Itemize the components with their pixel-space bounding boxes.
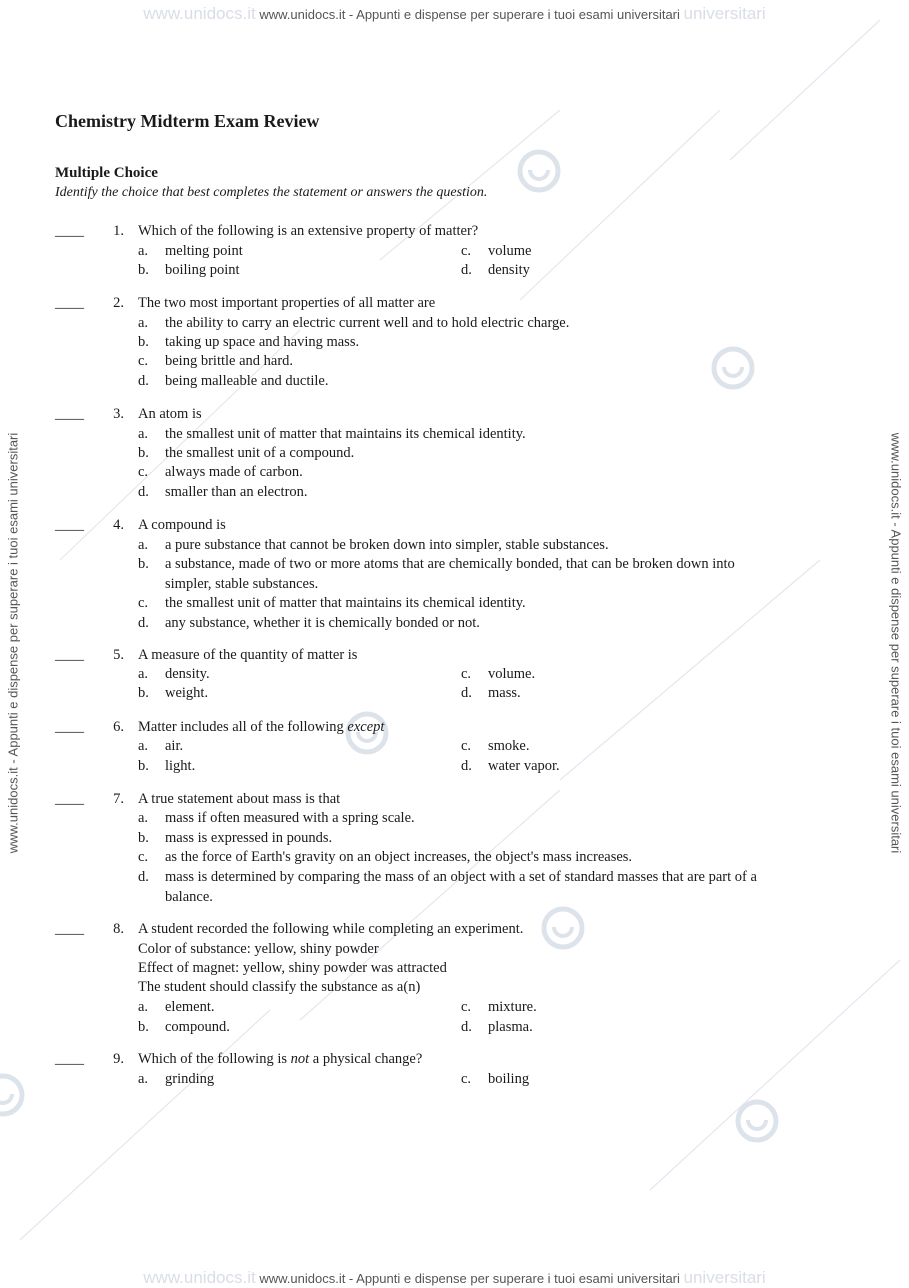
question-number: 1.	[113, 223, 124, 239]
option-text: air.	[165, 738, 184, 754]
option-letter: d.	[138, 615, 149, 631]
option-text: volume	[488, 243, 532, 259]
option-text: volume.	[488, 666, 536, 682]
option-letter: d.	[461, 758, 472, 774]
option-letter: c.	[461, 738, 472, 754]
answer-blank[interactable]: ____	[55, 1051, 84, 1067]
option-letter: b.	[138, 830, 149, 846]
option-text: always made of carbon.	[165, 464, 303, 480]
question-number: 8.	[113, 921, 124, 937]
question-text: A true statement about mass is that	[138, 791, 341, 807]
option-text: being malleable and ductile.	[165, 373, 329, 389]
option-text: density.	[165, 666, 210, 682]
option-letter: c.	[461, 1071, 472, 1087]
option-text: mass is determined by comparing the mass of an object with a set of standard masses that are part of a balance.	[165, 869, 757, 905]
option-letter: a.	[138, 315, 149, 331]
question-text: A student recorded the following while completing an experiment.	[138, 921, 524, 937]
watermark-footer-text: www.unidocs.it - Appunti e dispense per superare i tuoi esami universitari	[259, 1271, 680, 1286]
option-text: element.	[165, 999, 215, 1015]
option-letter: a.	[138, 810, 149, 826]
watermark-header-text: www.unidocs.it - Appunti e dispense per superare i tuoi esami universitari	[259, 7, 680, 22]
question-number: 9.	[113, 1051, 124, 1067]
answer-blank[interactable]: ____	[55, 719, 84, 735]
option-text: weight.	[165, 685, 209, 701]
option-letter: c.	[138, 353, 149, 369]
option-text: compound.	[165, 1019, 230, 1035]
option-letter: d.	[138, 869, 149, 885]
answer-blank[interactable]: ____	[55, 647, 84, 663]
question-text-main: Which of the following is	[138, 1051, 288, 1067]
option-text: the ability to carry an electric current well and to hold electric charge.	[165, 315, 570, 331]
option-letter: a.	[138, 1071, 149, 1087]
option-letter: c.	[461, 243, 472, 259]
option-text: density	[488, 262, 530, 278]
question-text-line: Color of substance: yellow, shiny powder	[138, 941, 379, 957]
watermark-ghost-left: www.unidocs.it	[143, 1268, 256, 1287]
answer-blank[interactable]: ____	[55, 295, 84, 311]
logo-watermark-icon	[0, 1072, 26, 1123]
question-number: 4.	[113, 517, 124, 533]
watermark-footer	[0, 1268, 909, 1288]
option-text: water vapor.	[488, 758, 560, 774]
watermark-ghost-left: www.unidocs.it	[143, 4, 256, 23]
question-text-after: a physical change?	[312, 1051, 423, 1067]
option-text: a pure substance that cannot be broken down into simpler, stable substances.	[165, 537, 609, 553]
option-text: light.	[165, 758, 196, 774]
answer-blank[interactable]: ____	[55, 223, 84, 239]
option-text: melting point	[165, 243, 243, 259]
watermark-ghost-right: universitari	[683, 1268, 766, 1287]
question-text: A compound is	[138, 517, 226, 533]
question-number: 5.	[113, 647, 124, 663]
answer-blank[interactable]: ____	[55, 921, 84, 937]
option-text: mass is expressed in pounds.	[165, 830, 333, 846]
option-letter: a.	[138, 537, 149, 553]
question-text-line: Effect of magnet: yellow, shiny powder was attracted	[138, 960, 447, 976]
question-text: An atom is	[138, 406, 202, 422]
option-letter: d.	[138, 373, 149, 389]
option-text: a substance, made of two or more atoms that are chemically bonded, that can be broken down into simpler, stable substances.	[165, 556, 735, 592]
option-text: mass.	[488, 685, 521, 701]
question-text-main: Matter includes all of the following	[138, 719, 344, 735]
question-text: The two most important properties of all matter are	[138, 295, 436, 311]
question-text	[138, 718, 778, 738]
question-number: 6.	[113, 719, 124, 735]
watermark-header	[0, 4, 909, 24]
logo-watermark-icon	[734, 1098, 780, 1149]
option-text: any substance, whether it is chemically bonded or not.	[165, 615, 480, 631]
option-text: grinding	[165, 1071, 215, 1087]
document-title: Chemistry Midterm Exam Review	[55, 111, 320, 131]
watermark-ghost-right: universitari	[683, 4, 766, 23]
option-letter: c.	[461, 666, 472, 682]
answer-blank[interactable]: ____	[55, 791, 84, 807]
option-text: smoke.	[488, 738, 530, 754]
option-letter: d.	[461, 1019, 472, 1035]
question-number: 7.	[113, 791, 124, 807]
option-letter: a.	[138, 999, 149, 1015]
option-letter: b.	[138, 556, 149, 572]
option-letter: d.	[138, 484, 149, 500]
option-text: smaller than an electron.	[165, 484, 308, 500]
option-letter: c.	[138, 464, 149, 480]
question-text-line: The student should classify the substance as a(n)	[138, 979, 421, 995]
option-letter: d.	[461, 262, 472, 278]
section-title: Multiple Choice	[55, 165, 158, 181]
option-letter: b.	[138, 1019, 149, 1035]
question-text: A measure of the quantity of matter is	[138, 647, 358, 663]
question-text	[138, 1050, 778, 1070]
option-letter: a.	[138, 243, 149, 259]
logo-watermark-icon	[516, 148, 562, 199]
option-text: boiling	[488, 1071, 530, 1087]
question-text-emphasis: except	[347, 719, 385, 735]
watermark-left-side-text: www.unidocs.it - Appunti e dispense per superare i tuoi esami universitari	[5, 432, 21, 854]
question-text: Which of the following is an extensive property of matter?	[138, 223, 479, 239]
option-letter: b.	[138, 445, 149, 461]
option-text: being brittle and hard.	[165, 353, 294, 369]
option-letter: c.	[138, 595, 149, 611]
answer-blank[interactable]: ____	[55, 517, 84, 533]
option-letter: a.	[138, 426, 149, 442]
answer-blank[interactable]: ____	[55, 406, 84, 422]
watermark-right-side-text: www.unidocs.it - Appunti e dispense per superare i tuoi esami universitari	[888, 432, 904, 854]
question-number: 3.	[113, 406, 124, 422]
option-letter: c.	[138, 849, 149, 865]
question-text-emphasis: not	[290, 1051, 310, 1067]
option-letter: b.	[138, 685, 149, 701]
option-letter: b.	[138, 334, 149, 350]
option-text: boiling point	[165, 262, 240, 278]
option-text: taking up space and having mass.	[165, 334, 360, 350]
option-letter: b.	[138, 758, 149, 774]
option-text: as the force of Earth's gravity on an object increases, the object's mass increases.	[165, 849, 633, 865]
option-letter: a.	[138, 738, 149, 754]
question-number: 2.	[113, 295, 124, 311]
option-text: mass if often measured with a spring scale.	[165, 810, 415, 826]
option-text: the smallest unit of matter that maintains its chemical identity.	[165, 426, 526, 442]
option-letter: c.	[461, 999, 472, 1015]
option-text: mixture.	[488, 999, 537, 1015]
option-letter: a.	[138, 666, 149, 682]
option-letter: b.	[138, 262, 149, 278]
option-letter: d.	[461, 685, 472, 701]
option-text: the smallest unit of matter that maintains its chemical identity.	[165, 595, 526, 611]
option-text: plasma.	[488, 1019, 533, 1035]
instructions: Identify the choice that best completes the statement or answers the question.	[55, 185, 488, 200]
option-text: the smallest unit of a compound.	[165, 445, 355, 461]
